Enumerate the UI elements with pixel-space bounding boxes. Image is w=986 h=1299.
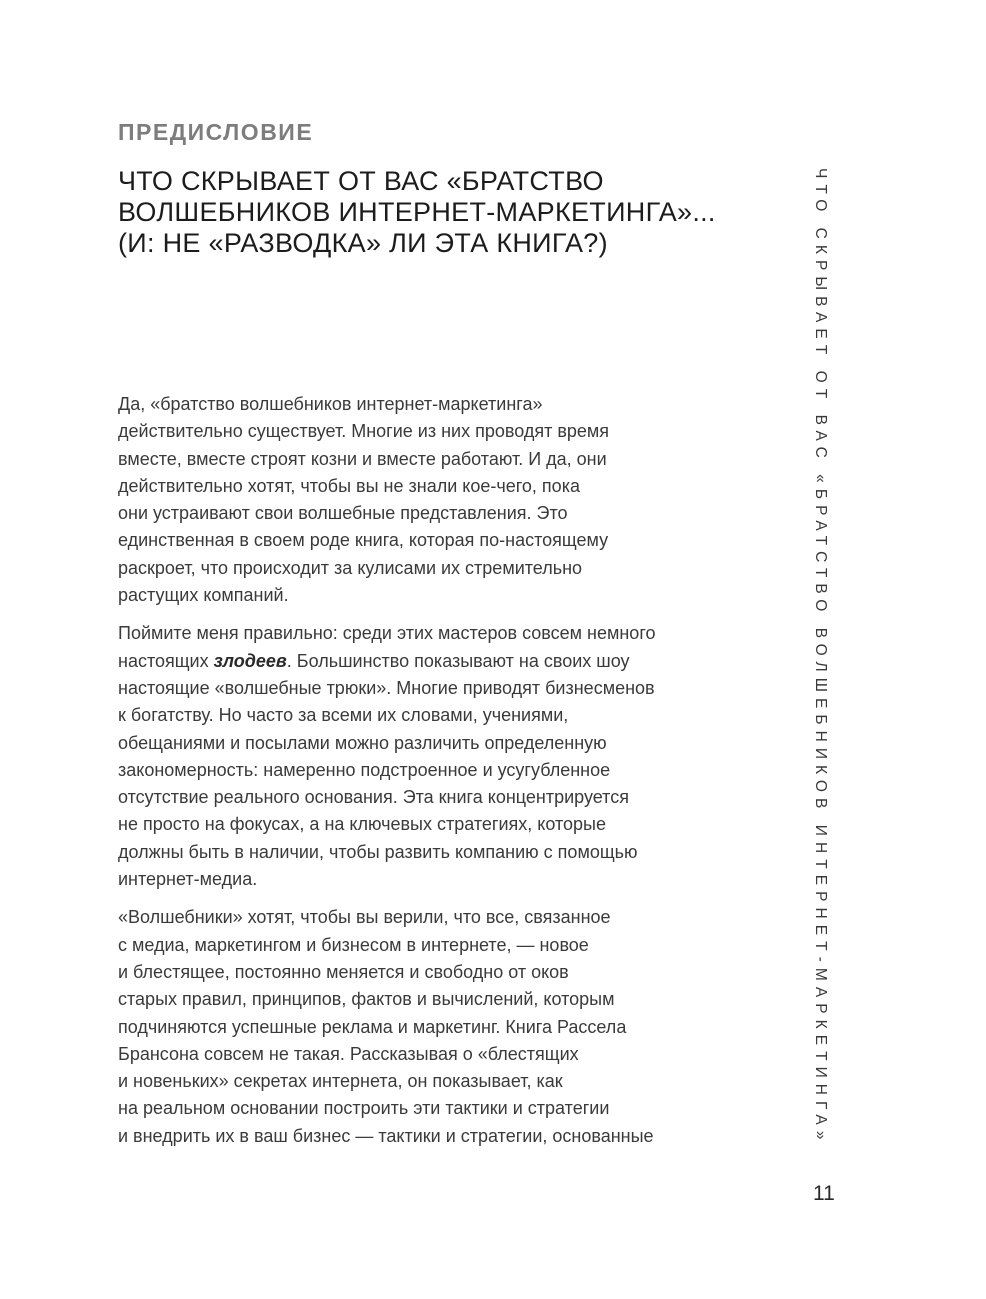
text-line: и новеньких» секретах интернета, он показывает, как bbox=[118, 1071, 563, 1092]
text-line: действительно существует. Многие из них проводят время bbox=[118, 421, 610, 442]
text-line: обещаниями и посылами можно различить определенную bbox=[118, 732, 607, 753]
text-line: отсутствие реального основания. Эта книга концентрируется bbox=[118, 787, 629, 808]
chapter-title-line: ВОЛШЕБНИКОВ ИНТЕРНЕТ-МАРКЕТИНГА»... bbox=[118, 197, 716, 227]
running-head: ЧТО СКРЫВАЕТ ОТ ВАС «БРАТСТВО ВОЛШЕБНИКОВ ИНТЕРНЕТ-МАРКЕТИНГА» bbox=[812, 168, 829, 1146]
text-line: подчиняются успешные реклама и маркетинг. Книга Рассела bbox=[118, 1016, 627, 1037]
text-line: не просто на фокусах, а на ключевых стратегиях, которые bbox=[118, 814, 606, 835]
chapter-title-line: (И: НЕ «РАЗВОДКА» ЛИ ЭТА КНИГА?) bbox=[118, 228, 608, 258]
text-line: старых правил, принципов, фактов и вычислений, которым bbox=[118, 989, 615, 1010]
text-line: Поймите меня правильно: среди этих мастеров совсем немного bbox=[118, 623, 656, 644]
text-line: действительно хотят, чтобы вы не знали кое-чего, пока bbox=[118, 475, 580, 496]
text-line: раскроет, что происходит за кулисами их стремительно bbox=[118, 557, 583, 578]
text-line: и блестящее, постоянно меняется и свободно от оков bbox=[118, 961, 569, 982]
text-line: «Волшебники» хотят, чтобы вы верили, что все, связанное bbox=[118, 907, 611, 928]
text-line: они устраивают свои волшебные представления. Это bbox=[118, 503, 568, 524]
text-run: . Большинство показывают на своих шоу bbox=[286, 650, 630, 671]
paragraph-3 bbox=[118, 904, 778, 1150]
text-line: и внедрить их в ваш бизнес — тактики и стратегии, основанные bbox=[118, 1125, 654, 1146]
text-line: с медиа, маркетингом и бизнесом в интернете, — новое bbox=[118, 934, 589, 955]
text-line: закономерность: намеренно подстроенное и усугубленное bbox=[118, 759, 611, 780]
text-line: вместе, вместе строят козни и вместе работают. И да, они bbox=[118, 448, 607, 469]
chapter-title bbox=[118, 166, 798, 259]
paragraph-2 bbox=[118, 620, 778, 893]
text-line: должны быть в наличии, чтобы развить компанию с помощью bbox=[118, 841, 638, 862]
text-line: Да, «братство волшебников интернет-маркетинга» bbox=[118, 394, 543, 414]
text-line: настоящие «волшебные трюки». Многие приводят бизнесменов bbox=[118, 677, 655, 698]
paragraph-1 bbox=[118, 391, 778, 609]
body-text bbox=[118, 391, 778, 1161]
text-line: к богатству. Но часто за всеми их словами, учениями, bbox=[118, 705, 569, 726]
text-line: на реальном основании построить эти тактики и стратегии bbox=[118, 1098, 610, 1119]
text-line: интернет-медиа. bbox=[118, 869, 258, 890]
chapter-title-line: ЧТО СКРЫВАЕТ ОТ ВАС «БРАТСТВО bbox=[118, 166, 604, 196]
section-label: ПРЕДИСЛОВИЕ bbox=[118, 119, 314, 145]
page-number: 11 bbox=[813, 1182, 835, 1205]
text-line: единственная в своем роде книга, которая по-настоящему bbox=[118, 530, 609, 551]
text-line: растущих компаний. bbox=[118, 585, 289, 606]
text-line: Брансона совсем не такая. Рассказывая о «блестящих bbox=[118, 1043, 579, 1064]
text-line bbox=[118, 648, 778, 675]
emphasis-word: злодеев bbox=[213, 650, 287, 671]
text-run: настоящих bbox=[118, 650, 214, 671]
